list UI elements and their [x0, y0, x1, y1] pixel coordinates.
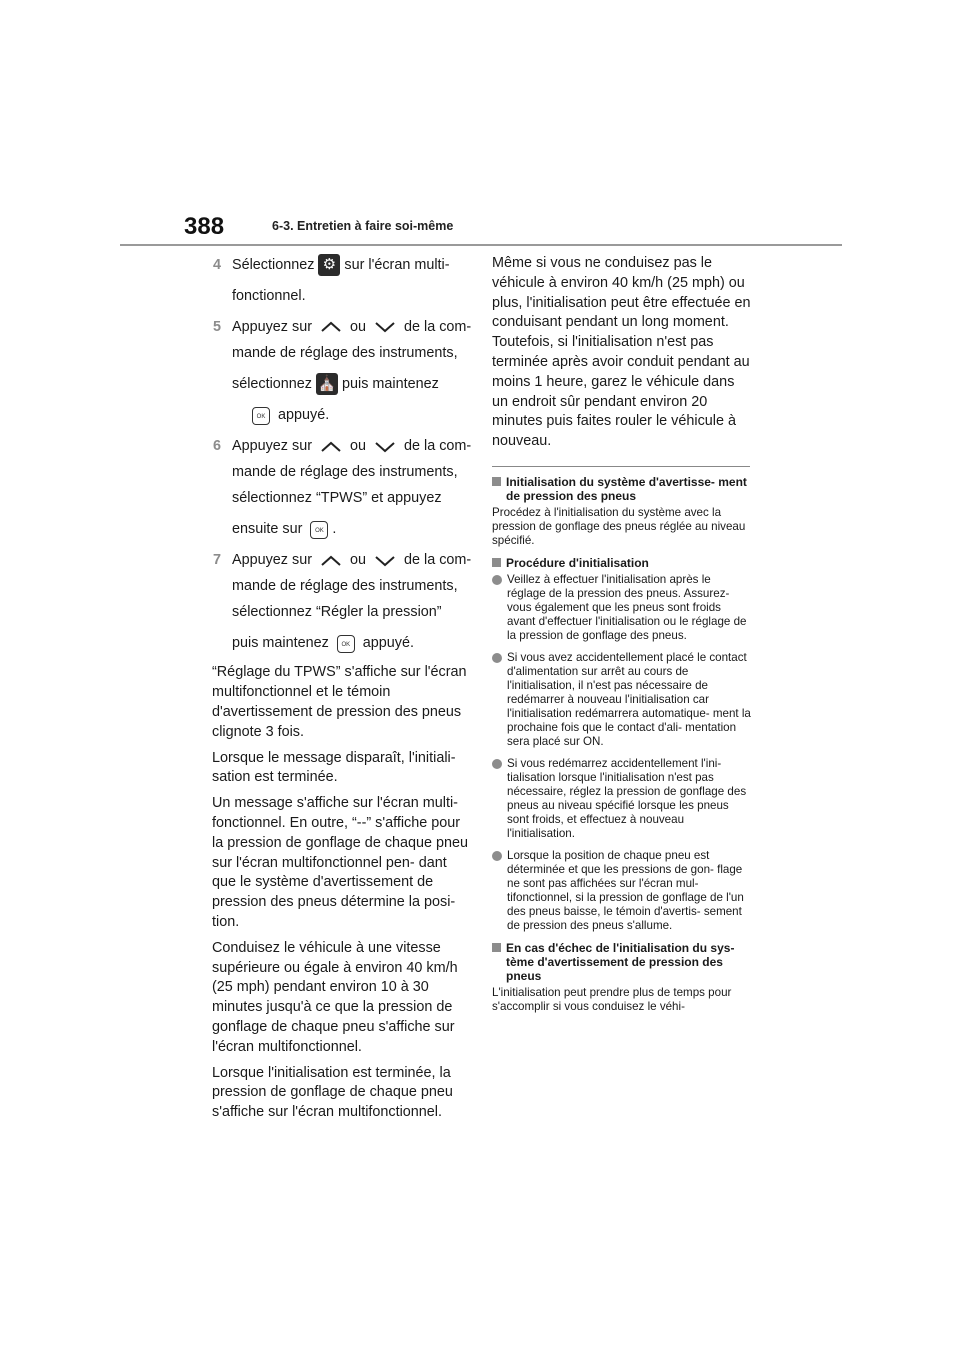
page-number: 388 — [184, 213, 225, 240]
chevron-down-icon — [374, 555, 396, 567]
step-line: mande de réglage des instruments, — [232, 578, 458, 595]
chevron-down-icon — [374, 321, 396, 333]
paragraph: Lorsque l'initialisation est terminée, la pression de gonflage de chaque pneu s'affiche sur l'écran multifonctionnel. — [212, 1064, 453, 1121]
left-column — [212, 254, 470, 1129]
paragraph: Un message s'affiche sur l'écran multi- fonctionnel. En outre, “--” s'affiche pour la pression de gonflage de chaque pneu sur l'écran multifonctionnel pen- dant que le système d'avertissement de pression des pneus détermine la posi- tion. — [212, 795, 469, 930]
step-number: 7 — [213, 552, 222, 569]
ok-button-icon: OK — [252, 407, 270, 425]
step-line: sélectionnez “TPWS” et appuyez — [232, 490, 442, 507]
step-line: OK appuyé. — [232, 404, 470, 426]
step-number: 4 — [213, 257, 222, 273]
square-bullet-icon — [492, 943, 501, 952]
subsection-heading: Initialisation du système d'avertisse- ment de pression des pneus — [492, 475, 752, 503]
intro-paragraph: Même si vous ne conduisez pas le véhicule à environ 40 km/h (25 mph) ou plus, l'initialisation peut être effectuée en conduisant pendant un long moment. Toutefois, si l'initialisation n'est pas terminée après avoir conduit pendant au moins 1 heure, garez le véhicule dans un endroit sûr pendant environ 20 minutes puis faites rouler le véhicule à nouveau. — [492, 255, 751, 450]
chevron-down-icon — [374, 441, 396, 453]
step-6 — [212, 435, 470, 540]
step-line: Appuyez sur ou de la com- — [232, 319, 472, 336]
list-item: Lorsque la position de chaque pneu est déterminée et que les pressions de gon- flage ne sont pas affichées sur l'écran mul- tifonctionnel, si la pression de gonflage de l'un des pneus baisse, le témoin d'avertis- sement de pression des pneus s'allume. — [492, 849, 752, 933]
subsection-heading: En cas d'échec de l'initialisation du sys- tème d'avertissement de pression des pneus — [492, 941, 752, 983]
step-number: 6 — [213, 438, 222, 455]
paragraph: Conduisez le véhicule à une vitesse supérieure ou égale à environ 40 km/h (25 mph) pendant environ 10 à 30 minutes jusqu'à ce que la pression de gonflage de chaque pneu s'affiche sur l'écran multifonctionnel. — [212, 939, 458, 1055]
step-line: sélectionnez ⛪ puis maintenez — [232, 373, 470, 395]
ok-button-icon: OK — [337, 635, 355, 653]
right-column — [492, 254, 752, 1020]
subsection-text: Procédez à l'initialisation du système avec la pression de gonflage des pneus réglée au niveau spécifié. — [492, 505, 746, 547]
ok-button-icon: OK — [310, 521, 328, 539]
square-bullet-icon — [492, 477, 501, 486]
step-line: fonctionnel. — [232, 288, 306, 305]
car-settings-icon: ⛪ — [316, 373, 338, 395]
gear-icon: ⚙ — [318, 254, 340, 276]
round-bullet-icon — [492, 759, 502, 769]
step-line: sélectionnez “Régler la pression” — [232, 604, 442, 621]
chevron-up-icon — [320, 555, 342, 567]
paragraph: Lorsque le message disparaît, l'initiali- sation est terminée. — [212, 749, 456, 786]
list-item: Si vous redémarrez accidentellement l'ini- tialisation lorsque l'initialisation n'est pas nécessaire, réglez la pression de gonflage des pneus au niveau spécifié lorsque les pneus sont froids, et effectuez à nouveau l'initialisation. — [492, 757, 752, 841]
section-divider — [492, 466, 750, 467]
subsection-text: L'initialisation peut prendre plus de temps pour s'accomplir si vous conduisez le véhi- — [492, 985, 732, 1013]
step-5 — [212, 316, 470, 426]
step-line: mande de réglage des instruments, — [232, 464, 458, 481]
list-item: Si vous avez accidentellement placé le contact d'alimentation sur arrêt au cours de l'initialisation, il n'est pas nécessaire de redémarrer à nouveau l'initialisation car l'initialisation redémarrera automatique- ment la prochaine fois que le contact d'ali- mentation sera placé sur ON. — [492, 651, 752, 749]
square-bullet-icon — [492, 558, 501, 567]
section-title: 6-3. Entretien à faire soi-même — [272, 219, 454, 233]
step-7 — [212, 549, 470, 654]
list-item: Veillez à effectuer l'initialisation après le réglage de la pression des pneus. Assurez-vous également que les pneus sont froids avant d'effectuer l'initialisation ou le réglage de la pression de gonflage des pneus. — [492, 573, 752, 643]
header-divider — [120, 244, 842, 246]
step-line: puis maintenez OK appuyé. — [232, 635, 415, 652]
round-bullet-icon — [492, 653, 502, 663]
step-line: Appuyez sur ou de la com- — [232, 438, 472, 455]
step-line: mande de réglage des instruments, — [232, 345, 458, 362]
step-4 — [212, 254, 470, 307]
chevron-up-icon — [320, 321, 342, 333]
round-bullet-icon — [492, 851, 502, 861]
round-bullet-icon — [492, 575, 502, 585]
step-line: Appuyez sur ou de la com- — [232, 552, 472, 569]
step-line: ensuite sur OK . — [232, 521, 337, 538]
chevron-up-icon — [320, 441, 342, 453]
step-line: Sélectionnez ⚙ sur l'écran multi- — [232, 254, 470, 276]
paragraph: “Réglage du TPWS” s'affiche sur l'écran multifonctionnel et le témoin d'avertissement de pression des pneus clignote 3 fois. — [212, 664, 467, 740]
step-number: 5 — [213, 319, 222, 336]
subsection-heading: Procédure d'initialisation — [492, 556, 752, 570]
